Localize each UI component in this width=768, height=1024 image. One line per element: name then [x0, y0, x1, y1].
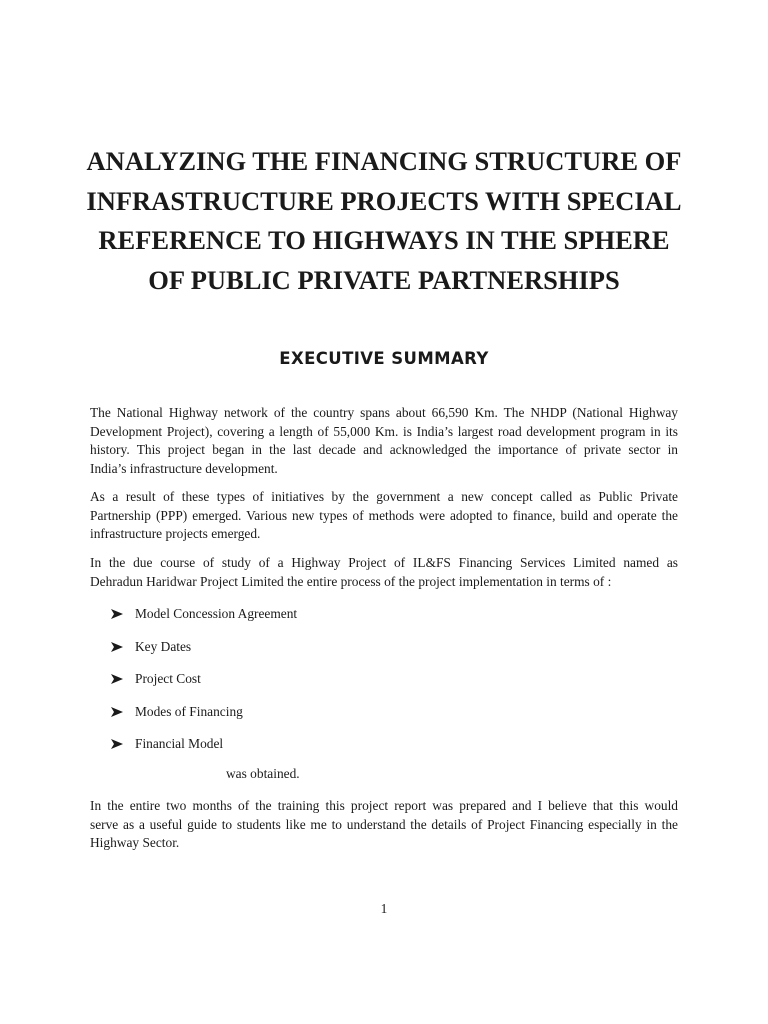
paragraph-line: Development Project), covering a length of 55,000 Km. is India’s largest road development program in its — [90, 423, 678, 439]
page-number: 1 — [380, 901, 388, 916]
paragraph-line: In the due course of study of a Highway Project of IL&FS Financing Services Limited named as — [90, 555, 678, 570]
list-item-label: Financial Model — [135, 736, 224, 751]
paragraph-line: history. This project began in the last decade and acknowledged the importance of private sector in — [90, 442, 678, 458]
obtained-text: was obtained. — [226, 766, 300, 781]
paragraph-study-scope — [90, 554, 678, 591]
list-item — [110, 638, 510, 671]
paragraph-conclusion — [90, 797, 678, 853]
title-line: OF PUBLIC PRIVATE PARTNERSHIPS — [148, 264, 620, 295]
arrow-bullet-icon — [110, 673, 124, 685]
list-item-label: Key Dates — [135, 638, 192, 654]
title-line: INFRASTRUCTURE PROJECTS WITH SPECIAL — [86, 185, 682, 216]
paragraph-line: Dehradun Haridwar Project Limited the entire process of the project implementation in terms of : — [90, 573, 612, 589]
title-line: ANALYZING THE FINANCING STRUCTURE OF — [86, 146, 682, 176]
paragraph-ppp-concept — [90, 488, 678, 544]
topics-bullet-list — [110, 605, 510, 768]
list-item-label: Modes of Financing — [135, 703, 243, 719]
arrow-bullet-icon — [110, 641, 124, 653]
list-item-label: Model Concession Agreement — [135, 606, 298, 621]
arrow-bullet-icon — [110, 706, 124, 718]
arrow-bullet-icon — [110, 608, 124, 620]
title-line: REFERENCE TO HIGHWAYS IN THE SPHERE — [98, 225, 670, 255]
list-item — [110, 735, 510, 768]
arrow-bullet-icon — [110, 738, 124, 750]
document-title — [60, 142, 708, 300]
paragraph-line: Partnership (PPP) emerged. Various new types of methods were adopted to finance, build and operate the — [90, 507, 678, 523]
paragraph-line: In the entire two months of the training this project report was prepared and I believe that this would — [90, 798, 678, 813]
paragraph-line: serve as a useful guide to students like me to understand the details of Project Financing especially in the — [90, 816, 678, 832]
paragraph-line: The National Highway network of the country spans about 66,590 Km. The NHDP (National Highway — [90, 405, 678, 420]
paragraph-line: Highway Sector. — [90, 835, 180, 851]
list-item — [110, 703, 510, 736]
paragraph-line: As a result of these types of initiatives by the government a new concept called as Public Private — [90, 489, 678, 504]
paragraph-highway-network — [90, 404, 678, 478]
list-item-label: Project Cost — [135, 671, 201, 686]
paragraph-line: India’s infrastructure development. — [90, 460, 278, 476]
executive-summary-heading: EXECUTIVE SUMMARY — [279, 349, 489, 368]
list-item — [110, 605, 510, 638]
list-item — [110, 670, 510, 703]
paragraph-line: infrastructure projects emerged. — [90, 526, 261, 542]
